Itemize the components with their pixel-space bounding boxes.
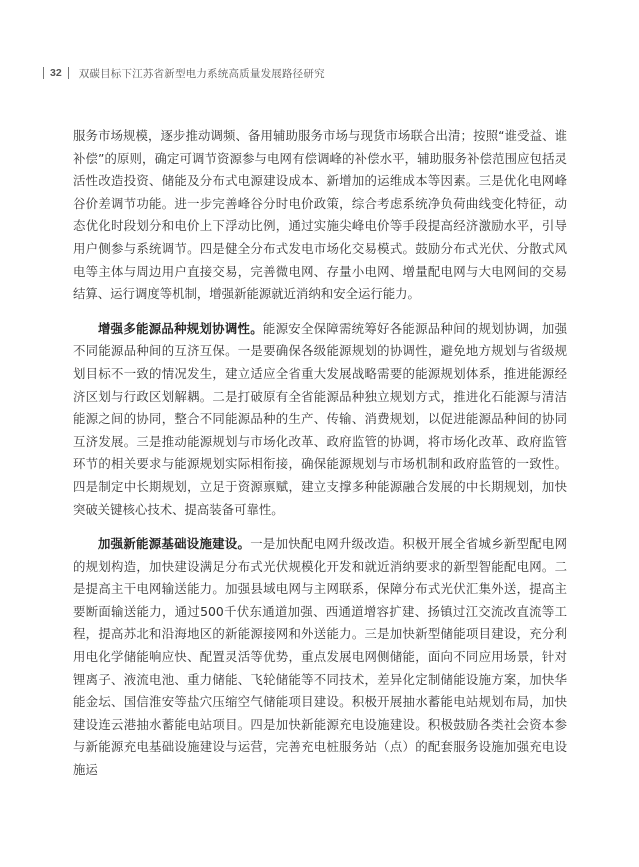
paragraph-lead-heading: 增强多能源品种规划协调性。 [98, 320, 263, 336]
paragraph-planning-coordination [73, 318, 567, 521]
running-header [43, 64, 325, 82]
header-divider-left [43, 67, 44, 79]
body-text [73, 125, 567, 782]
paragraph-lead-heading: 加强新能源基础设施建设。 [98, 536, 251, 552]
paragraph-text: 一是加快配电网升级改造。积极开展全省城乡新型配电网的规划构造，加快建设满足分布式光伏规模化开发和就近消纳要求的新型智能配电网。二是提高主干电网输送能力。加强县域电网与主网联系，保障分布式光伏汇集外送，提高主要断面输送能力，通过500千伏东通道加强、西通道增容扩建、扬镇过江交流改直流等工程，提高苏北和沿海地区的新能源接网和外送能力。三是加快新型储能项目建设，充分利用电化学储能响应快、配置灵活等优势，重点发展电网侧储能，面向不同应用场景，针对锂离子、液流电池、重力储能、飞轮储能等不同技术，差异化定制储能设施方案，加快华能金坛、国信淮安等盐穴压缩空气储能项目建设。积极开展抽水蓄能电站规划布局，加快建设连云港抽水蓄能电站项目。四是加快新能源充电设施建设。积极鼓励各类社会资本参与新能源充电基础设施建设与运营，完善充电桩服务站（点）的配套服务设施加强充电设施运 [73, 536, 567, 778]
paragraph-infrastructure [73, 533, 567, 782]
running-title: 双碳目标下江苏省新型电力系统高质量发展路径研究 [78, 67, 325, 80]
paragraph-text: 能源安全保障需统筹好各能源品种间的规划协调，加强不同能源品种间的互济互保。一是要确保各级能源规划的协调性，避免地方规划与省级规划目标不一致的情况发生，建立适应全省重大发展战略需要的能源规划体系，推进能源经济区划与行政区划解耦。二是打破原有全省能源品种独立规划方式，推进化石能源与清洁能源之间的协同，整合不同能源品种的生产、传输、消费规划，以促进能源品种间的协同互济发展。三是推动能源规划与市场化改革、政府监管的协调，将市场化改革、政府监管环节的相关要求与能源规划实际相衔接，确保能源规划与市场机制和政府监管的一致性。四是制定中长期规划，立足于资源禀赋，建立支撑多种能源融合发展的中长期规划，加快突破关键核心技术、提高装备可靠性。 [73, 320, 568, 517]
paragraph-market-services [73, 125, 567, 306]
header-divider-right [68, 67, 69, 79]
page-number: 32 [50, 67, 62, 79]
paragraph-text: 服务市场规模，逐步推动调频、备用辅助服务市场与现货市场联合出清；按照“谁受益、谁补偿”的原则，确定可调节资源参与电网有偿调峰的补偿水平，辅助服务补偿范围应包括灵活性改造投资、储能及分布式电源建设成本、新增加的运维成本等因素。三是优化电网峰谷价差调节功能。进一步完善峰谷分时电价政策，综合考虑系统净负荷曲线变化特征，动态优化时段划分和电价上下浮动比例，通过实施尖峰电价等手段提高经济激励水平，引导用户侧参与系统调节。四是健全分布式发电市场化交易模式。鼓励分布式光伏、分散式风电等主体与周边用户直接交易，完善微电网、存量小电网、增量配电网与大电网间的交易结算、运行调度等机制，增强新能源就近消纳和安全运行能力。 [73, 128, 567, 302]
